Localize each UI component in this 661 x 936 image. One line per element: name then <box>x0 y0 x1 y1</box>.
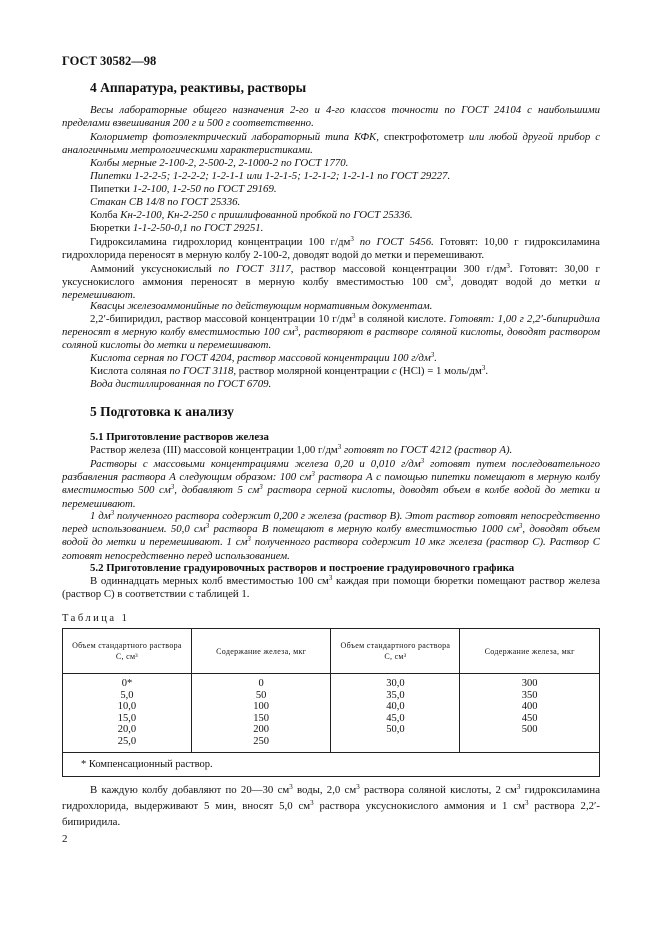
text: 3 <box>350 235 354 243</box>
paragraph-burettes <box>90 222 600 235</box>
text: Готовят: 1,00 г 2,2′-бипиридила переносят в мерную колбу вместимостью 100 см <box>62 313 601 339</box>
text: раствора А с помощью пипетки помещают в мерную колбу вместимостью 500 см <box>62 471 601 497</box>
text: и перемешивают. <box>62 276 600 302</box>
section-4-title: 4 Аппаратура, реактивы, растворы <box>90 80 307 95</box>
text: Растворы с массовыми концентрациями железа 0,20 и 0,010 г/дм <box>90 458 421 470</box>
text: 3 <box>356 783 360 791</box>
paragraph-flasks: Колбы мерные 2-100-2, 2-500-2, 2-1000-2 по ГОСТ 1770. <box>90 157 349 169</box>
text: c <box>391 365 397 377</box>
text: , доводят объем водой до метки и перемешивают. 1 см <box>62 523 600 549</box>
text: Пипетки <box>90 183 133 195</box>
text: гидроксиламина гидрохлорида, выдерживают 5 мин, вносят 5,0 см <box>62 784 600 812</box>
paragraph-colorimeter <box>62 131 600 157</box>
table-cell-volume-1: 0* 5,0 10,0 15,0 20,0 25,0 <box>63 674 192 753</box>
text: Колориметр фотоэлектрический лабораторный типа КФК, <box>90 131 379 143</box>
text: 3 <box>506 262 510 270</box>
text: раствор массовой концентрации 300 г/дм <box>293 263 507 275</box>
subsection-5-2-title: 5.2 Приготовление градуировочных растворов и построение градуировочного графика <box>90 562 515 574</box>
table-caption: Таблица 1 <box>62 613 130 624</box>
text: 2,2′-бипиридил, раствор массовой концентрации 10 г/дм <box>90 313 353 325</box>
paragraph-calibration <box>62 575 600 601</box>
text: по ГОСТ 3117, <box>218 263 294 275</box>
text: раствор молярной концентрации <box>236 365 392 377</box>
table-cell-iron-1: 0 50 100 150 200 250 <box>191 674 331 753</box>
text: 3 <box>205 522 210 531</box>
text: или любой другой прибор с аналогичными метрологическими характеристиками. <box>62 131 600 157</box>
text: Кислота соляная <box>90 365 170 377</box>
text: 1-1-2-50-0,1 по ГОСТ 29251. <box>132 222 264 234</box>
text: Кислота серная по ГОСТ 4204, раствор массовой концентрации 100 г/дм <box>90 352 431 364</box>
text: Бюретки <box>90 222 133 234</box>
paragraph-solution-b-c <box>62 510 600 563</box>
text: полученного раствора содержит 0,200 г железа (раствор В). Этот раствор готовят непосредственно перед использованием. 50,0 см <box>62 510 600 536</box>
text: Аммоний уксуснокислый <box>90 263 219 275</box>
text: каждая при помощи бюретки помещают раствор железа (раствор С) в соответствии с таблицей 1. <box>62 575 600 601</box>
text: . Готовят: 30,00 г уксуснокислого аммония переносят в мерную колбу вместимостью 100 см <box>62 263 600 289</box>
table-header-row <box>63 629 600 674</box>
text: 3 <box>516 783 521 791</box>
paragraph-flask <box>90 209 600 222</box>
text: . <box>434 352 437 364</box>
text: раствора В помещают в мерную колбу вместимостью 1000 см <box>209 523 519 536</box>
table-cell-iron-2: 300 350 400 450 500 <box>460 674 600 753</box>
table-header-cell: Содержание железа, мкг <box>191 629 331 674</box>
text: 1 дм <box>90 510 111 522</box>
paragraph-alum: Квасцы железоаммонийные по действующим нормативным документам. <box>90 300 433 312</box>
paragraph-iron-solution-a <box>90 444 600 457</box>
paragraph-procedure <box>62 782 600 830</box>
table-note-row <box>63 753 600 777</box>
text: готовят по ГОСТ 4212 (раствор А). <box>341 444 513 456</box>
paragraph-hydrochloric-acid <box>90 365 600 378</box>
text: 1-2-100, 1-2-50 по ГОСТ 29169. <box>132 183 277 195</box>
paragraph-sulfuric-acid <box>90 352 600 365</box>
table-row <box>63 674 600 753</box>
text: 3 <box>430 351 435 359</box>
text: Раствор железа (III) массовой концентрации 1,00 г/дм <box>90 444 338 456</box>
table-header-cell: Объем стандартного раствора С, см³ <box>63 629 192 674</box>
text: 3 <box>294 325 299 334</box>
text: раствора уксуснокислого аммония и 1 см <box>313 800 525 812</box>
text: 3 <box>328 574 333 582</box>
table-1 <box>62 628 600 777</box>
text: В каждую колбу добавляют по 20—30 см <box>90 784 290 796</box>
text: 3 <box>247 535 251 544</box>
text: 3 <box>518 522 523 531</box>
text: по ГОСТ 3118, <box>169 365 237 377</box>
text: 3 <box>337 443 342 451</box>
text: по ГОСТ 5456. <box>353 236 434 248</box>
document-header: ГОСТ 30582—98 <box>62 54 157 68</box>
text: Готовят: 10,00 г гидроксиламина гидрохлорида переносят в мерную колбу 2-100-2, доводят водой до метки и перемешивают. <box>62 236 600 262</box>
text: 3 <box>447 275 451 284</box>
paragraph-hydroxylamine <box>62 236 600 262</box>
text: 3 <box>310 799 314 807</box>
text: 3 <box>110 509 115 517</box>
paragraph-iron-dilution <box>62 458 600 511</box>
paragraph-pipettes-1: Пипетки 1-2-2-5; 1-2-2-2; 1-2-1-1 или 1-2-1-5; 1-2-1-2; 1-2-1-1 по ГОСТ 29227. <box>90 170 451 182</box>
text: Гидроксиламина гидрохлорид концентрации 100 г/дм <box>90 236 351 248</box>
paragraph-bipyridyl <box>62 313 600 353</box>
text: раствора серной кислоты, доводят объем в колбе водой до метки и перемешивают. <box>62 484 600 510</box>
text: 3 <box>352 312 356 320</box>
text: воды, 2,0 см <box>292 784 357 796</box>
paragraph-pipettes-2 <box>90 183 600 196</box>
section-5-title: 5 Подготовка к анализу <box>90 404 234 419</box>
text: , добавляют 5 см <box>174 484 260 497</box>
text: раствора 2,2′-бипиридила. <box>62 800 600 828</box>
text: 3 <box>259 483 263 492</box>
text: Кн-2-100, Кн-2-250 с пришлифованной пробкой по ГОСТ 25336. <box>120 209 413 221</box>
text: (HCl) = 1 моль/дм <box>396 365 482 377</box>
text: 3 <box>170 483 175 492</box>
text: Колба <box>90 209 121 221</box>
table-cell-volume-2: 30,0 35,0 40,0 45,0 50,0 <box>331 674 460 753</box>
text: полученного раствора содержит 10 мкг железа (раствор С). Раствор С готовят непосредственно перед использованием. <box>62 536 600 562</box>
text: раствора соляной кислоты, 2 см <box>359 784 517 796</box>
text: , доводят водой до метки <box>450 276 595 289</box>
text: 3 <box>289 783 293 791</box>
table-footnote: * Компенсационный раствор. <box>63 753 600 777</box>
text: 3 <box>420 457 425 465</box>
paragraph-ammonium <box>62 263 600 303</box>
text: . <box>485 365 489 377</box>
paragraph-beaker: Стакан СВ 14/8 по ГОСТ 25336. <box>90 196 241 208</box>
text: 3 <box>311 470 315 479</box>
text: готовят путем последовательного разбавления раствора А следующим образом: 100 см <box>62 458 600 484</box>
page-number: 2 <box>62 833 68 845</box>
text: 3 <box>481 364 486 372</box>
text: 3 <box>524 799 529 807</box>
table-header-cell: Содержание железа, мкг <box>460 629 600 674</box>
text: , растворяют в растворе соляной кислоты, доводят раствором соляной кислоты до метки и перемешивают. <box>62 326 600 352</box>
paragraph-water: Вода дистиллированная по ГОСТ 6709. <box>90 378 272 390</box>
paragraph-scales: Весы лабораторные общего назначения 2-го и 4-го классов точности по ГОСТ 24104 с наибольшими пределами взвешивания 200 г и 500 г соответственно. <box>62 104 600 130</box>
table-header-cell: Объем стандартного раствора С, см³ <box>331 629 460 674</box>
subsection-5-1-title: 5.1 Приготовление растворов железа <box>90 431 269 443</box>
text: в соляной кислоте. <box>355 313 450 325</box>
text: спектрофотометр <box>378 131 469 143</box>
text: В одиннадцать мерных колб вместимостью 100 см <box>90 575 329 587</box>
